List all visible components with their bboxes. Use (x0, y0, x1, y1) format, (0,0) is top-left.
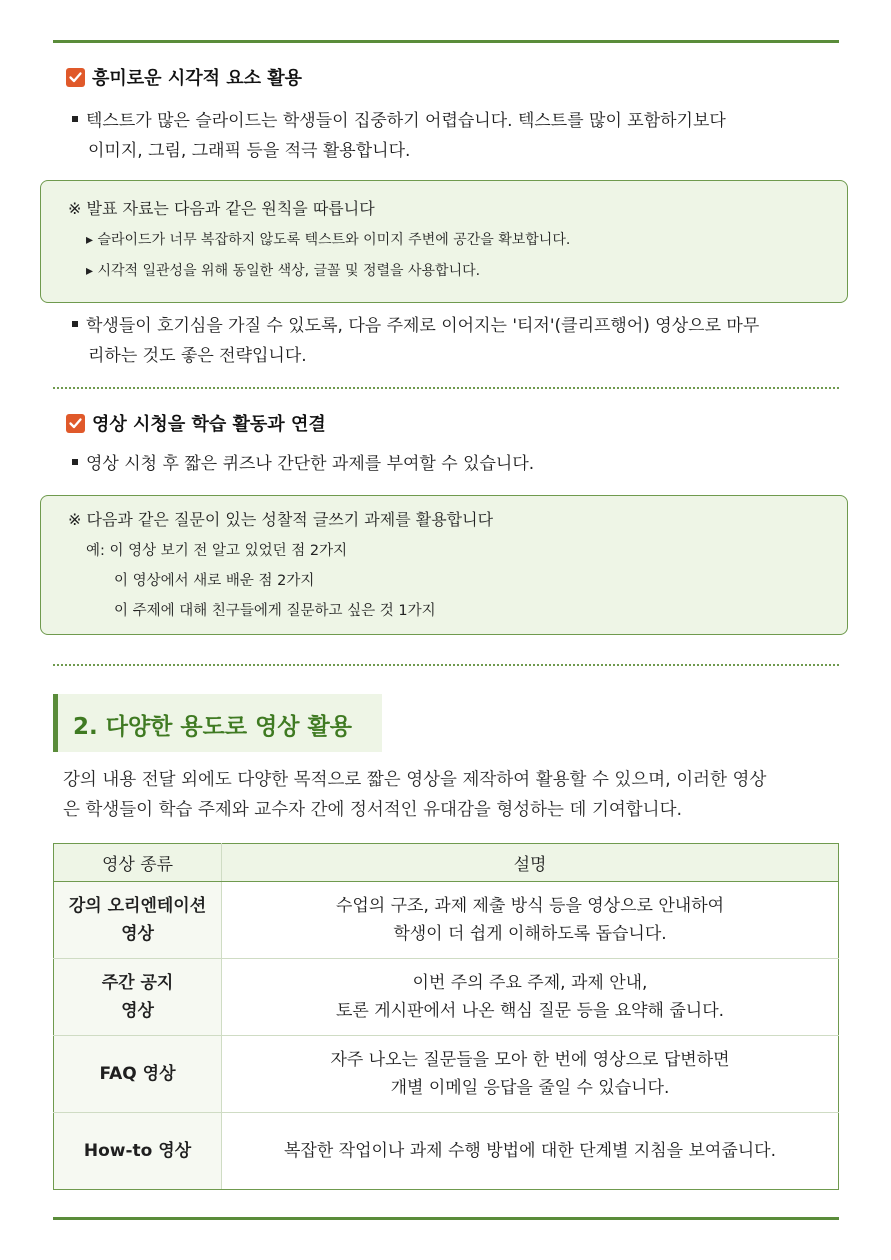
note-line: 이 영상에서 새로 배운 점 2가지 (114, 573, 315, 589)
cell-line: 주간 공지 (101, 973, 174, 993)
table-cell-desc (222, 1113, 839, 1190)
table-header-cell: 영상 종류 (54, 844, 222, 882)
bullet-text-line: 리하는 것도 좋은 전략입니다. (88, 346, 307, 366)
table-header-row (54, 844, 839, 882)
section-heading-visual-elements (66, 64, 302, 90)
bullet-item (72, 449, 842, 479)
table-row (54, 882, 839, 959)
dotted-divider (53, 664, 839, 666)
cell-line: 영상 (121, 1001, 154, 1021)
table-row (54, 959, 839, 1036)
bullet-item (72, 106, 842, 166)
video-types-table (53, 843, 839, 1190)
cell-line: 자주 나오는 질문들을 모아 한 번에 영상으로 답변하면 (330, 1050, 730, 1070)
bullet-text-line: 영상 시청 후 짧은 퀴즈나 간단한 과제를 부여할 수 있습니다. (86, 454, 535, 474)
note-line: 이 주제에 대해 친구들에게 질문하고 싶은 것 1가지 (114, 603, 436, 619)
cell-line: 토론 게시판에서 나온 핵심 질문 등을 요약해 줍니다. (335, 1001, 725, 1021)
note-title: ※ 다음과 같은 질문이 있는 성찰적 글쓰기 과제를 활용합니다 (68, 510, 494, 529)
cell-line: 학생이 더 쉽게 이해하도록 돕습니다. (393, 924, 667, 944)
checkbox-checked-icon (66, 68, 85, 87)
bullet-square-icon (72, 321, 78, 327)
cell-line: 복잡한 작업이나 과제 수행 방법에 대한 단계별 지침을 보여줍니다. (283, 1141, 777, 1161)
table-row (54, 1113, 839, 1190)
table-cell-type (54, 1113, 222, 1190)
table-header-cell: 설명 (222, 844, 839, 882)
note-item: ▸ 슬라이드가 너무 복잡하지 않도록 텍스트와 이미지 주변에 공간을 확보합니다. (86, 232, 571, 248)
bullet-item (72, 311, 842, 371)
section-heading-video-activities (66, 410, 326, 436)
paragraph-line: 강의 내용 전달 외에도 다양한 목적으로 짧은 영상을 제작하여 활용할 수 있으며, 이러한 영상 (63, 770, 767, 790)
checkbox-checked-icon (66, 414, 85, 433)
paragraph-line: 은 학생들이 학습 주제와 교수자 간에 정서적인 유대감을 형성하는 데 기여합니다. (63, 800, 683, 820)
table-cell-type (54, 959, 222, 1036)
table-cell-type (54, 882, 222, 959)
table-cell-type (54, 1036, 222, 1113)
note-line: 예: 이 영상 보기 전 알고 있었던 점 2가지 (86, 543, 348, 559)
dotted-divider (53, 387, 839, 389)
heading-text: 영상 시청을 학습 활동과 연결 (92, 414, 326, 435)
table-cell-desc (222, 882, 839, 959)
section-title: 2. 다양한 용도로 영상 활용 (73, 714, 352, 740)
bottom-divider (53, 1217, 839, 1220)
bullet-square-icon (72, 116, 78, 122)
note-item: ▸ 시각적 일관성을 위해 동일한 색상, 글꼴 및 정렬을 사용합니다. (86, 263, 481, 279)
cell-line: 수업의 구조, 과제 제출 방식 등을 영상으로 안내하여 (335, 896, 725, 916)
section-title-box (53, 694, 382, 752)
cell-line: 강의 오리엔테이션 (68, 896, 207, 916)
top-divider (53, 40, 839, 43)
section-intro-paragraph (63, 765, 843, 825)
table-cell-desc (222, 1036, 839, 1113)
bullet-text-line: 학생들이 호기심을 가질 수 있도록, 다음 주제로 이어지는 '티저'(클리프행어) 영상으로 마무 (86, 316, 760, 336)
cell-line: 이번 주의 주요 주제, 과제 안내, (412, 973, 648, 993)
bullet-text-line: 이미지, 그림, 그래픽 등을 적극 활용합니다. (88, 141, 411, 161)
bullet-square-icon (72, 459, 78, 465)
note-box-reflective-writing (40, 495, 848, 635)
note-box-principles (40, 180, 848, 303)
cell-line: 개별 이메일 응답을 줄일 수 있습니다. (390, 1078, 670, 1098)
heading-text: 흥미로운 시각적 요소 활용 (92, 68, 303, 89)
cell-line: FAQ 영상 (99, 1064, 176, 1084)
cell-line: 영상 (121, 924, 154, 944)
bullet-text-line: 텍스트가 많은 슬라이드는 학생들이 집중하기 어렵습니다. 텍스트를 많이 포함하기보다 (86, 111, 726, 131)
table-cell-desc (222, 959, 839, 1036)
cell-line: How-to 영상 (83, 1141, 192, 1161)
note-title: ※ 발표 자료는 다음과 같은 원칙을 따릅니다 (68, 199, 375, 218)
table-row (54, 1036, 839, 1113)
